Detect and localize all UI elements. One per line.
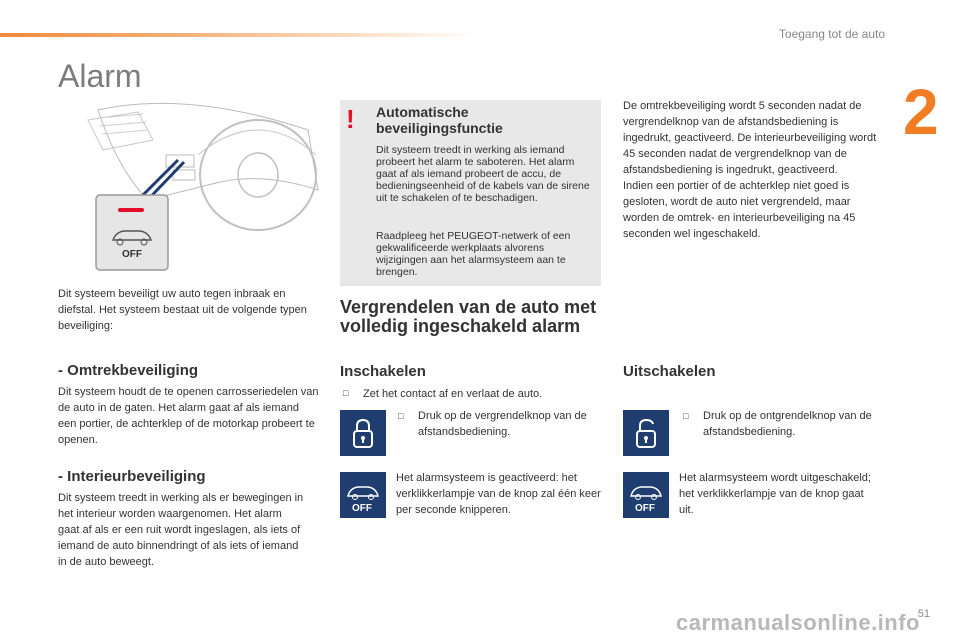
interior-heading: - Interieurbeveiliging [58, 468, 206, 485]
dashboard-illustration [58, 100, 320, 275]
inschakelen-step2: Druk op de vergrendelknop van de afstandsbediening. [418, 410, 587, 438]
lock-button-icon [340, 410, 386, 456]
svg-text:OFF: OFF [352, 503, 372, 514]
lock-section-heading: Vergrendelen van de auto met volledig ingeschakeld alarm [340, 297, 597, 336]
svg-text:OFF: OFF [635, 503, 655, 514]
perimeter-text: Dit systeem houdt de te openen carrosseriedelen van de auto in de gaten. Het alarm gaat af als iemand een portier, de achterklep of de motorkap probeert te openen. [58, 386, 319, 446]
warning-icon: ! [346, 104, 355, 134]
chapter-number: 2 [903, 76, 939, 148]
right-column-text: De omtrekbeveiliging wordt 5 seconden nadat de vergrendelknop van de afstandsbediening is ingedrukt, geactiveerd. De interieurbeveiliging wordt 45 seconden nadat de vergrendelknop van de afstandsbediening is ingedrukt, geactiveerd. Indien een portier of de achterklep niet goed is gesloten, wordt de auto niet vergrendeld, maar worden de omtrek- en interieurbeveiliging na 45 seconden wel ingeschakeld. [623, 100, 877, 240]
page-title: Alarm [58, 58, 142, 94]
svg-text:OFF: OFF [122, 249, 142, 260]
page-number: 51 [917, 608, 930, 620]
bullet-icon: □ [343, 388, 349, 398]
warning-text-1: Dit systeem treedt in werking als iemand probeert het alarm te saboteren. Het alarm gaat af als iemand probeert de accu, de bedieningseenheid of de kabels van de sirene uit te schakelen of te beschadigen. [376, 144, 590, 204]
section-title: Toegang tot de auto [778, 27, 885, 41]
uitschakelen-step1: Druk op de ontgrendelknop van de afstandsbediening. [703, 410, 872, 438]
uitschakelen-heading: Uitschakelen [623, 363, 716, 380]
bullet-icon: □ [398, 411, 404, 421]
alarm-off-button-icon [623, 472, 669, 518]
footer-watermark: carmanualsonline.info [676, 610, 920, 635]
uitschakelen-result: Het alarmsysteem wordt uitgeschakeld; het verklikkerlampje van de knop gaat uit. [679, 472, 871, 516]
inschakelen-heading: Inschakelen [340, 363, 426, 380]
intro-text: Dit systeem beveiligt uw auto tegen inbraak en diefstal. Het systeem bestaat uit de volgende typen beveiliging: [58, 288, 307, 332]
top-accent-bar [0, 33, 480, 37]
warning-text-2: Raadpleeg het PEUGEOT-netwerk of een gekwalificeerde werkplaats alvorens wijzigingen aan het alarmsysteem aan te brengen. [376, 230, 571, 278]
alarm-off-button-icon [340, 472, 386, 518]
inschakelen-result: Het alarmsysteem is geactiveerd: het verklikkerlampje van de knop zal één keer per seconde knipperen. [396, 472, 601, 516]
bullet-icon: □ [683, 411, 689, 421]
unlock-button-icon [623, 410, 669, 456]
inschakelen-step1: Zet het contact af en verlaat de auto. [363, 388, 543, 400]
interior-text: Dit systeem treedt in werking als er bewegingen in het interieur worden waargenomen. Het alarm gaat af als er een ruit wordt ingeslagen, als iets of iemand de auto binnendringt of als iets of iemand in de auto beweegt. [58, 492, 304, 568]
perimeter-heading: - Omtrekbeveiliging [58, 362, 199, 379]
warning-title: Automatische beveiligingsfunctie [376, 104, 503, 136]
warning-box [340, 100, 601, 286]
